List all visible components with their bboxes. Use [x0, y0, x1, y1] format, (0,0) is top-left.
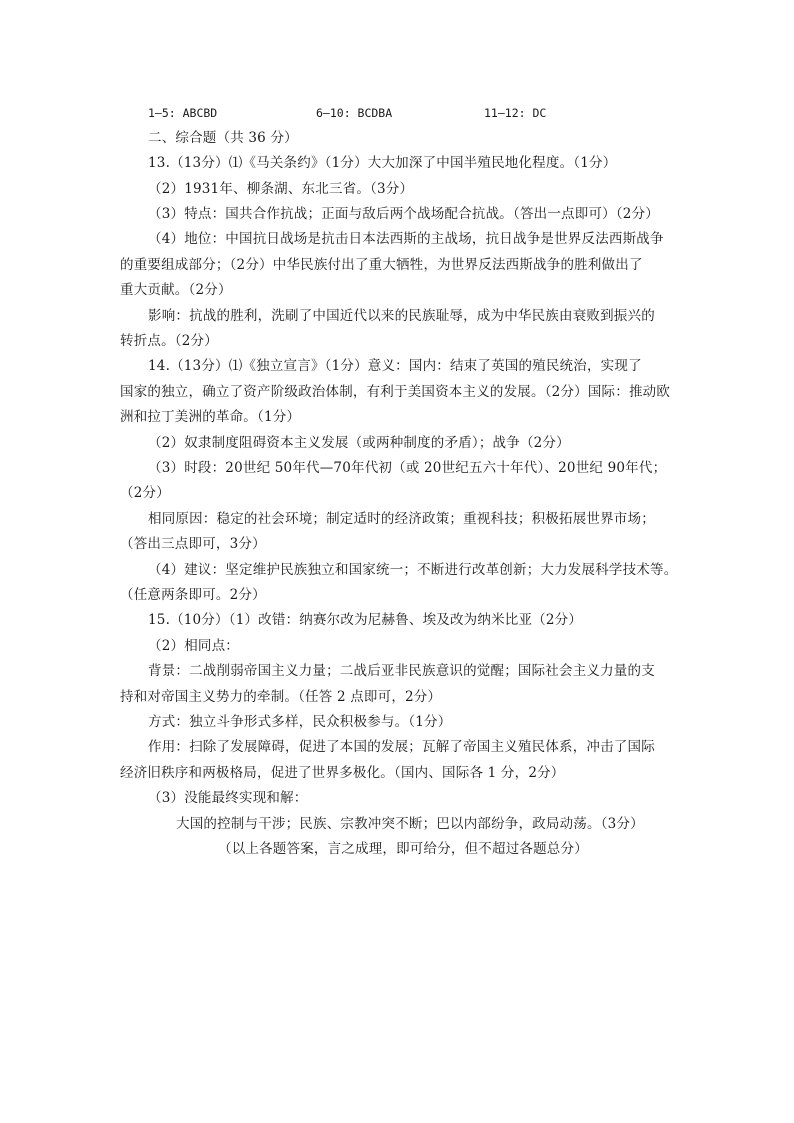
- q13-part2: （2）1931年、柳条湖、东北三省。（3分）: [148, 181, 414, 197]
- q13-impact-line1: 影响：抗战的胜利，洗刷了中国近代以来的民族耻辱，成为中华民族由衰败到振兴的: [148, 308, 655, 324]
- q15-part2-heading: （2）相同点：: [148, 638, 239, 654]
- q14-part1-line3: 洲和拉丁美洲的革命。（1分）: [120, 409, 301, 425]
- q15-background-line1: 背景：二战削弱帝国主义力量；二战后亚非民族意识的觉醒；国际社会主义力量的支: [148, 663, 655, 679]
- q15-method: 方式：独立斗争形式多样，民众积极参与。（1分）: [148, 714, 452, 730]
- q14-part4-line2: （任意两条即可。2分）: [120, 587, 266, 603]
- q13-impact-line2: 转折点。（2分）: [120, 333, 218, 349]
- q13-part4-line3: 重大贡献。（2分）: [120, 282, 232, 298]
- q14-part3-reasons-line1: 相同原因：稳定的社会环境；制定适时的经济政策；重视科技；积极拓展世界市场；: [148, 511, 655, 527]
- q14-part3-reasons-line2: （答出三点即可，3分）: [120, 536, 266, 552]
- q15-part1: 15.（10分）（1）改错：纳赛尔改为尼赫鲁、埃及改为纳米比亚（2分）: [148, 612, 583, 628]
- q15-background-line2: 持和对帝国主义势力的牵制。（任答 2 点即可，2分）: [120, 689, 442, 705]
- q13-part4-line1: （4）地位：中国抗日战场是抗击日本法西斯的主战场，抗日战争是世界反法西斯战争: [148, 231, 664, 247]
- q14-part1-line2: 国家的独立，确立了资产阶级政治体制，有利于美国资本主义的发展。（2分）国际：推动欧: [120, 384, 671, 400]
- answers-11-12: 11—12: DC: [484, 106, 547, 120]
- q15-effect-line2: 经济旧秩序和两极格局，促进了世界多极化。（国内、国际各 1 分，2分）: [120, 765, 565, 781]
- q13-part3: （3）特点：国共合作抗战；正面与敌后两个战场配合抗战。（答出一点即可）（2分）: [148, 206, 659, 222]
- q14-part4-line1: （4）建议：坚定维护民族独立和国家统一；不断进行改革创新；大力发展科学技术等。: [148, 562, 678, 578]
- q15-part3-reasons: 大国的控制与干涉；民族、宗教冲突不断；巴以内部纷争，政局动荡。（3分）: [176, 816, 644, 832]
- q14-part3-line2: （2分）: [120, 485, 170, 501]
- answers-1-5: 1—5: ABCBD: [148, 106, 218, 120]
- q13-part4-line2: 的重要组成部分；（2分）中华民族付出了重大牺牲，为世界反法西斯战争的胜利做出了: [120, 257, 643, 273]
- section-heading: 二、综合题（共 36 分）: [148, 130, 298, 146]
- q13-part1: 13.（13分）⑴《马关条约》（1分）大大加深了中国半殖民地化程度。（1分）: [148, 155, 617, 171]
- q15-part3-heading: （3）没能最终实现和解：: [148, 790, 308, 806]
- q14-part2: （2）奴隶制度阻碍资本主义发展（或两种制度的矛盾）；战争（2分）: [148, 435, 570, 451]
- q14-part1-line1: 14.（13分）⑴《独立宣言》（1分）意义：国内：结束了英国的殖民统治，实现了: [148, 358, 642, 374]
- answers-6-10: 6—10: BCDBA: [316, 106, 393, 120]
- grading-note: （以上各题答案，言之成理，即可给分，但不超过各题总分）: [218, 841, 588, 857]
- q15-effect-line1: 作用：扫除了发展障碍，促进了本国的发展；瓦解了帝国主义殖民体系，冲击了国际: [148, 739, 655, 755]
- q14-part3-line1: （3）时段：20世纪 50年代—70年代初（或 20世纪五六十年代）、20世纪 90年代；: [148, 460, 667, 476]
